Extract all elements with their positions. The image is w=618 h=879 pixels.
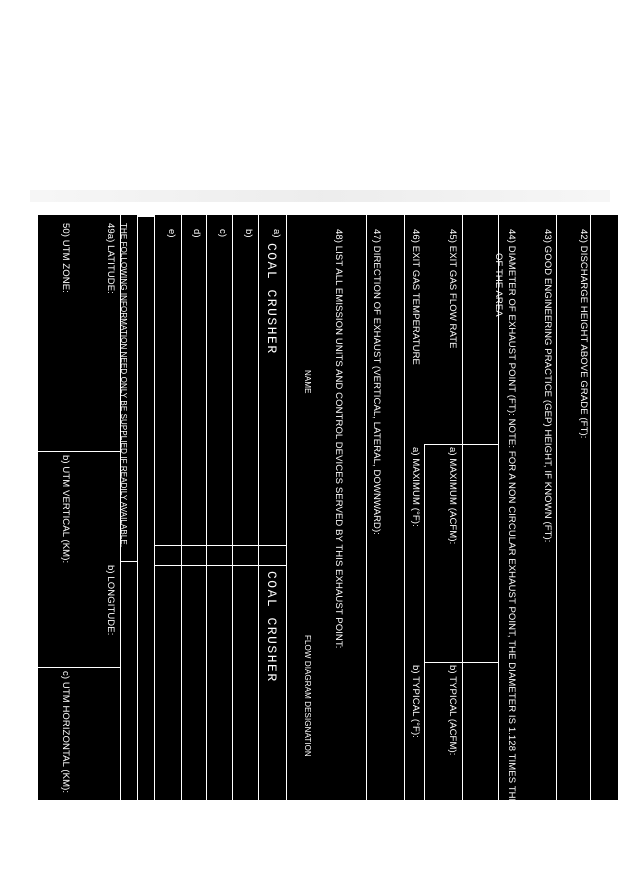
q50c-label: c) UTM HORIZONTAL (KM):: [60, 671, 71, 794]
divider-header-a: [286, 215, 287, 800]
row-c-label: c): [217, 229, 228, 238]
q50b-label: b) UTM VERTICAL (KM):: [60, 455, 71, 564]
q48-label: 48) LIST ALL EMISSION UNITS AND CONTROL DEVICES SERVED BY THIS EXHAUST POINT:: [333, 229, 344, 649]
q44-label-cont: OF THE AREA: [493, 253, 504, 317]
divider-47-48: [366, 215, 367, 800]
divider-45-46: [462, 215, 463, 800]
q46a-label: a) MAXIMUM (°F):: [410, 447, 421, 527]
q49b-label: b) LONGITUDE:: [105, 565, 116, 636]
q46b-label: b) TYPICAL (°F):: [410, 665, 421, 738]
col-flow-header: FLOW DIAGRAM DESIGNATION: [303, 635, 312, 757]
q50-label: 50) UTM ZONE:: [60, 223, 71, 293]
faded-header-strip: [30, 190, 610, 202]
divider-c-d: [206, 215, 207, 800]
sep-49: [120, 561, 137, 562]
q47-label: 47) DIRECTION OF EXHAUST (VERTICAL, LATERAL, DOWNWARD):: [371, 229, 382, 536]
divider-46-47: [404, 215, 405, 800]
sep-rows-mid: [154, 545, 286, 546]
q42-label: 42) DISCHARGE HEIGHT ABOVE GRADE (FT):: [578, 229, 589, 439]
row-d-label: d): [191, 229, 202, 238]
row-a-name: COAL CRUSHER: [264, 243, 279, 355]
q45b-label: b) TYPICAL (ACFM):: [447, 665, 458, 756]
divider-43-44: [556, 215, 557, 800]
q43-label: 43) GOOD ENGINEERING PRACTICE (GEP) HEIGHT, IF KNOWN (FT):: [542, 229, 553, 543]
q49a-label: 49a) LATITUDE:: [105, 223, 116, 294]
form-border-left: [36, 215, 38, 800]
divider-a-b: [258, 215, 259, 800]
q44-label: 44) DIAMETER OF EXHAUST POINT (FT): NOTE: FOR A NON CIRCULAR EXHAUST POINT, THE DIAMETER IS 1.128 TIMES THE SQUARE ROOT: [506, 229, 517, 879]
row-a-designation: COAL CRUSHER: [264, 571, 279, 683]
sep-50-vertical: [36, 667, 120, 668]
row-a-label: a): [271, 229, 282, 238]
sep-rows-mid2: [154, 565, 286, 566]
col-name-header: NAME: [303, 370, 312, 394]
divider-e-note: [154, 215, 155, 800]
divider-42-43: [590, 215, 591, 800]
sep-45-46-max: [424, 444, 498, 445]
divider-46-answer: [424, 445, 425, 800]
row-b-label: b): [243, 229, 254, 238]
q45-label: 45) EXIT GAS FLOW RATE: [447, 229, 458, 349]
q45a-label: a) MAXIMUM (ACFM):: [447, 447, 458, 545]
divider-d-e: [181, 215, 182, 800]
sep-50-zone: [36, 451, 120, 452]
note-top: [137, 215, 154, 217]
divider-b-c: [232, 215, 233, 800]
divider-note-49: [137, 215, 138, 800]
availability-note: THE FOLLOWING INFORMATION NEED ONLY BE SUPPLIED IF READILY AVAILABLE.: [119, 223, 128, 548]
sep-45-46-typ: [424, 662, 498, 663]
scan-blank-margin: [0, 0, 618, 215]
exhaust-point-form: [36, 215, 618, 879]
row-e-label: e): [166, 229, 177, 238]
q46-label: 46) EXIT GAS TEMPERATURE: [410, 229, 421, 365]
